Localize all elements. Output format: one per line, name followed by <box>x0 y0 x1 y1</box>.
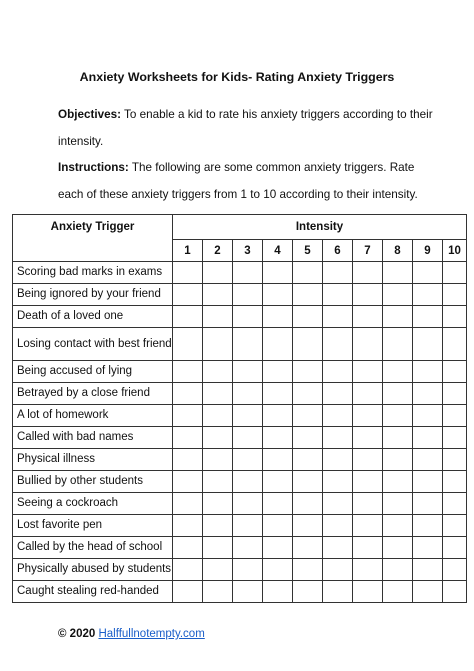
rating-cell[interactable] <box>293 581 323 603</box>
rating-cell[interactable] <box>383 306 413 328</box>
rating-cell[interactable] <box>293 537 323 559</box>
rating-cell[interactable] <box>263 284 293 306</box>
table-row <box>13 405 467 427</box>
rating-cell[interactable] <box>203 515 233 537</box>
rating-cell[interactable] <box>353 559 383 581</box>
rating-cell[interactable] <box>413 306 443 328</box>
instructions-label: Instructions: <box>58 161 129 174</box>
rating-cell[interactable] <box>233 306 263 328</box>
table-row <box>13 449 467 471</box>
rating-cell[interactable] <box>323 328 353 361</box>
rating-cell[interactable] <box>173 537 203 559</box>
rating-cell[interactable] <box>293 449 323 471</box>
rating-cell[interactable] <box>353 581 383 603</box>
rating-cell[interactable] <box>443 449 467 471</box>
rating-cell[interactable] <box>263 405 293 427</box>
intensity-level-header: 8 <box>383 240 413 262</box>
rating-cell[interactable] <box>173 427 203 449</box>
intensity-level-header: 5 <box>293 240 323 262</box>
rating-cell[interactable] <box>293 383 323 405</box>
trigger-label: Death of a loved one <box>13 306 173 328</box>
table-row <box>13 559 467 581</box>
intensity-header: Intensity <box>173 215 467 240</box>
rating-cell[interactable] <box>383 471 413 493</box>
rating-cell[interactable] <box>353 427 383 449</box>
rating-cell[interactable] <box>323 383 353 405</box>
rating-cell[interactable] <box>413 383 443 405</box>
rating-cell[interactable] <box>293 361 323 383</box>
trigger-label: Called by the head of school <box>13 537 173 559</box>
rating-cell[interactable] <box>173 306 203 328</box>
rating-cell[interactable] <box>383 537 413 559</box>
rating-cell[interactable] <box>353 537 383 559</box>
rating-cell[interactable] <box>293 493 323 515</box>
rating-cell[interactable] <box>443 405 467 427</box>
rating-cell[interactable] <box>263 427 293 449</box>
rating-cell[interactable] <box>203 493 233 515</box>
rating-cell[interactable] <box>263 361 293 383</box>
rating-cell[interactable] <box>203 328 233 361</box>
trigger-label: Losing contact with best friend <box>13 328 173 361</box>
table-row <box>13 306 467 328</box>
rating-cell[interactable] <box>233 537 263 559</box>
rating-cell[interactable] <box>293 284 323 306</box>
site-link[interactable]: Halffullnotempty.com <box>98 628 205 640</box>
rating-cell[interactable] <box>203 262 233 284</box>
rating-cell[interactable] <box>233 515 263 537</box>
rating-cell[interactable] <box>263 306 293 328</box>
rating-cell[interactable] <box>293 559 323 581</box>
rating-cell[interactable] <box>383 284 413 306</box>
rating-cell[interactable] <box>413 262 443 284</box>
rating-cell[interactable] <box>443 493 467 515</box>
rating-cell[interactable] <box>203 361 233 383</box>
objectives-line-1 <box>58 108 458 122</box>
rating-cell[interactable] <box>353 515 383 537</box>
rating-cell[interactable] <box>353 471 383 493</box>
rating-cell[interactable] <box>233 383 263 405</box>
rating-cell[interactable] <box>323 493 353 515</box>
rating-cell[interactable] <box>263 383 293 405</box>
rating-cell[interactable] <box>263 493 293 515</box>
rating-cell[interactable] <box>383 449 413 471</box>
rating-cell[interactable] <box>203 405 233 427</box>
intensity-level-header: 4 <box>263 240 293 262</box>
rating-cell[interactable] <box>173 581 203 603</box>
rating-cell[interactable] <box>173 383 203 405</box>
rating-cell[interactable] <box>203 559 233 581</box>
rating-cell[interactable] <box>323 405 353 427</box>
rating-cell[interactable] <box>443 471 467 493</box>
copyright-text: © 2020 <box>58 628 96 640</box>
rating-cell[interactable] <box>203 427 233 449</box>
objectives-label: Objectives: <box>58 108 122 121</box>
rating-cell[interactable] <box>443 328 467 361</box>
trigger-label: Physical illness <box>13 449 173 471</box>
rating-cell[interactable] <box>443 361 467 383</box>
rating-cell[interactable] <box>293 328 323 361</box>
rating-cell[interactable] <box>443 559 467 581</box>
rating-cell[interactable] <box>443 284 467 306</box>
rating-cell[interactable] <box>323 361 353 383</box>
rating-cell[interactable] <box>233 262 263 284</box>
rating-cell[interactable] <box>203 449 233 471</box>
rating-cell[interactable] <box>263 537 293 559</box>
rating-cell[interactable] <box>233 405 263 427</box>
rating-cell[interactable] <box>173 449 203 471</box>
rating-cell[interactable] <box>383 581 413 603</box>
instructions-line-1 <box>58 161 458 175</box>
rating-cell[interactable] <box>173 493 203 515</box>
objectives-text-1: To enable a kid to rate his anxiety triggers according to their <box>121 108 433 121</box>
trigger-label: Caught stealing red-handed <box>13 581 173 603</box>
rating-cell[interactable] <box>413 405 443 427</box>
rating-cell[interactable] <box>233 581 263 603</box>
instructions-text-2: each of these anxiety triggers from 1 to 10 according to their intensity. <box>58 188 418 201</box>
rating-cell[interactable] <box>383 328 413 361</box>
rating-cell[interactable] <box>383 361 413 383</box>
rating-cell[interactable] <box>323 449 353 471</box>
rating-cell[interactable] <box>323 581 353 603</box>
trigger-label: Physically abused by students <box>13 559 173 581</box>
rating-cell[interactable] <box>263 581 293 603</box>
objectives-text-2: intensity. <box>58 135 104 148</box>
rating-cell[interactable] <box>323 537 353 559</box>
trigger-label: Scoring bad marks in exams <box>13 262 173 284</box>
intensity-level-header: 1 <box>173 240 203 262</box>
table-row <box>13 328 467 361</box>
intensity-level-header: 3 <box>233 240 263 262</box>
intensity-level-header: 7 <box>353 240 383 262</box>
rating-cell[interactable] <box>323 559 353 581</box>
trigger-label: Betrayed by a close friend <box>13 383 173 405</box>
rating-cell[interactable] <box>173 471 203 493</box>
rating-cell[interactable] <box>173 328 203 361</box>
rating-cell[interactable] <box>203 471 233 493</box>
rating-cell[interactable] <box>413 284 443 306</box>
rating-cell[interactable] <box>293 405 323 427</box>
rating-cell[interactable] <box>173 515 203 537</box>
intensity-level-header: 6 <box>323 240 353 262</box>
table-row <box>13 537 467 559</box>
rating-cell[interactable] <box>383 383 413 405</box>
rating-cell[interactable] <box>383 493 413 515</box>
footer <box>58 628 205 640</box>
rating-cell[interactable] <box>293 427 323 449</box>
rating-cell[interactable] <box>383 515 413 537</box>
rating-cell[interactable] <box>413 581 443 603</box>
rating-cell[interactable] <box>413 559 443 581</box>
rating-cell[interactable] <box>413 471 443 493</box>
rating-cell[interactable] <box>293 306 323 328</box>
intensity-level-header: 9 <box>413 240 443 262</box>
rating-cell[interactable] <box>353 262 383 284</box>
rating-cell[interactable] <box>263 449 293 471</box>
rating-cell[interactable] <box>203 383 233 405</box>
rating-cell[interactable] <box>413 449 443 471</box>
rating-cell[interactable] <box>383 262 413 284</box>
trigger-rows <box>13 262 467 603</box>
rating-cell[interactable] <box>443 383 467 405</box>
rating-cell[interactable] <box>323 427 353 449</box>
rating-cell[interactable] <box>353 449 383 471</box>
rating-cell[interactable] <box>233 449 263 471</box>
table-row <box>13 383 467 405</box>
rating-cell[interactable] <box>203 284 233 306</box>
rating-cell[interactable] <box>203 581 233 603</box>
rating-cell[interactable] <box>413 427 443 449</box>
table-row <box>13 493 467 515</box>
table-row <box>13 284 467 306</box>
rating-cell[interactable] <box>233 361 263 383</box>
rating-cell[interactable] <box>323 471 353 493</box>
rating-cell[interactable] <box>233 284 263 306</box>
rating-cell[interactable] <box>413 493 443 515</box>
rating-cell[interactable] <box>413 361 443 383</box>
rating-cell[interactable] <box>263 328 293 361</box>
trigger-label: Seeing a cockroach <box>13 493 173 515</box>
trigger-label: Called with bad names <box>13 427 173 449</box>
rating-cell[interactable] <box>353 284 383 306</box>
trigger-label: Lost favorite pen <box>13 515 173 537</box>
worksheet-title: Anxiety Worksheets for Kids- Rating Anxiety Triggers <box>79 70 395 84</box>
table-row <box>13 262 467 284</box>
rating-cell[interactable] <box>443 581 467 603</box>
instructions-text-1: The following are some common anxiety triggers. Rate <box>128 161 415 174</box>
rating-cell[interactable] <box>383 559 413 581</box>
rating-cell[interactable] <box>233 328 263 361</box>
rating-cell[interactable] <box>353 493 383 515</box>
rating-cell[interactable] <box>173 361 203 383</box>
rating-cell[interactable] <box>413 515 443 537</box>
rating-cell[interactable] <box>413 328 443 361</box>
rating-cell[interactable] <box>413 537 443 559</box>
rating-cell[interactable] <box>443 306 467 328</box>
table-row <box>13 427 467 449</box>
rating-cell[interactable] <box>263 471 293 493</box>
rating-cell[interactable] <box>323 515 353 537</box>
rating-table <box>12 214 467 603</box>
rating-cell[interactable] <box>173 405 203 427</box>
trigger-label: Bullied by other students <box>13 471 173 493</box>
rating-cell[interactable] <box>443 262 467 284</box>
trigger-label: Being accused of lying <box>13 361 173 383</box>
rating-cell[interactable] <box>383 427 413 449</box>
rating-cell[interactable] <box>293 262 323 284</box>
rating-cell[interactable] <box>443 427 467 449</box>
rating-cell[interactable] <box>353 361 383 383</box>
rating-cell[interactable] <box>443 537 467 559</box>
rating-cell[interactable] <box>353 383 383 405</box>
rating-cell[interactable] <box>353 306 383 328</box>
intensity-level-header: 10 <box>443 240 467 262</box>
rating-cell[interactable] <box>233 471 263 493</box>
rating-cell[interactable] <box>203 537 233 559</box>
rating-cell[interactable] <box>323 284 353 306</box>
rating-cell[interactable] <box>443 515 467 537</box>
table-row <box>13 361 467 383</box>
rating-cell[interactable] <box>323 306 353 328</box>
trigger-label: A lot of homework <box>13 405 173 427</box>
rating-cell[interactable] <box>263 559 293 581</box>
rating-cell[interactable] <box>233 559 263 581</box>
rating-cell[interactable] <box>233 493 263 515</box>
rating-cell[interactable] <box>323 262 353 284</box>
table-row <box>13 581 467 603</box>
rating-cell[interactable] <box>173 262 203 284</box>
rating-cell[interactable] <box>173 284 203 306</box>
table-row <box>13 471 467 493</box>
trigger-column-header: Anxiety Trigger <box>13 215 173 262</box>
rating-cell[interactable] <box>353 405 383 427</box>
rating-cell[interactable] <box>263 262 293 284</box>
rating-cell[interactable] <box>203 306 233 328</box>
rating-cell[interactable] <box>293 515 323 537</box>
rating-cell[interactable] <box>173 559 203 581</box>
trigger-label: Being ignored by your friend <box>13 284 173 306</box>
rating-cell[interactable] <box>233 427 263 449</box>
rating-cell[interactable] <box>383 405 413 427</box>
rating-cell[interactable] <box>263 515 293 537</box>
rating-cell[interactable] <box>353 328 383 361</box>
rating-cell[interactable] <box>293 471 323 493</box>
intensity-level-header: 2 <box>203 240 233 262</box>
table-row <box>13 515 467 537</box>
